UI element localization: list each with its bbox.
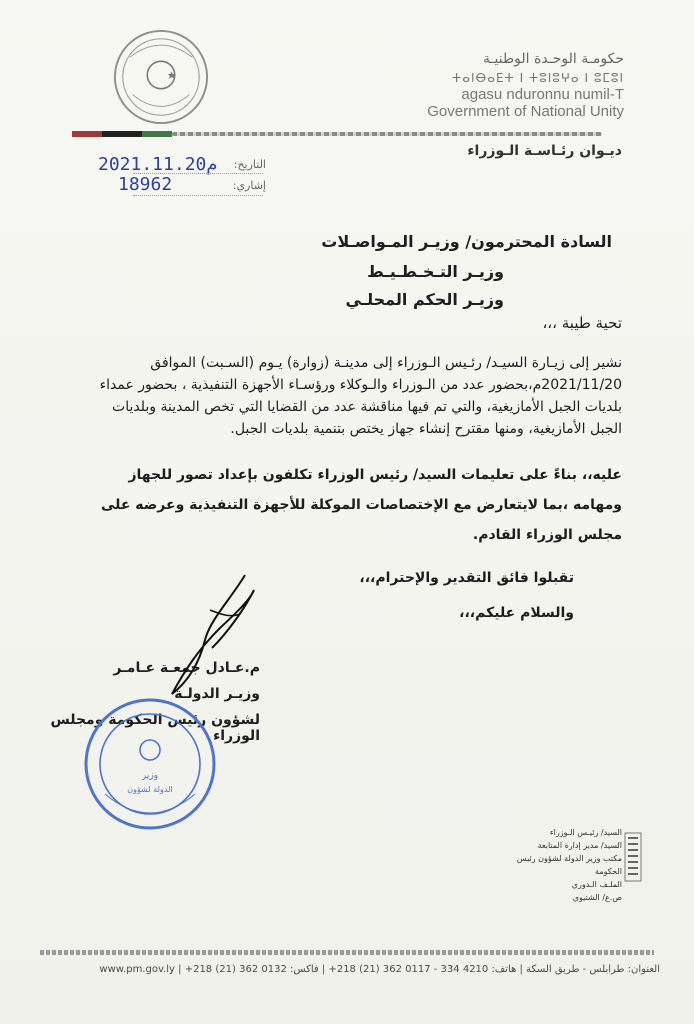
svg-text:وزير: وزير [141, 771, 159, 781]
decorative-pattern-icon [624, 832, 642, 882]
letterhead-tifinagh: ⵜⴰⵏⴱⴰⴹⵜ ⵏ ⵜⵓⵏⵓⵖⴰ ⵏ ⵓⵎⵓⵏ [452, 71, 624, 85]
cc-item: مكتب وزير الدولة لشؤون رئيس الحكومة [516, 854, 622, 876]
cc-item: ص.ع/ الشتيوي [572, 893, 622, 902]
letterhead-arabic: حكومـة الوحـدة الوطنيـة [482, 51, 624, 67]
date-label: التاريخ: [233, 158, 266, 171]
government-emblem-icon [112, 28, 210, 126]
flag-red-stripe [72, 131, 102, 137]
chain-divider [172, 132, 602, 136]
signatory-portfolio: لشؤون رئيس الحكومة ومجلس الوزراء [50, 712, 260, 744]
letterhead-latin: agasu nduronnu numil-T [461, 86, 624, 103]
paragraph-visit: نشير إلى زيـارة السيـد/ رئـيس الـوزراء إلى مدينـة (زوارة) يـوم (السـبت) الموافق 2021/11/20م،بحضور عدد من الـوزراء والـوكلاء ورؤسـاء الأجهزة التنفيذية ، بحضور عمداء بلديات الجبل الأمازيغية، والتي تم فيها مناقشة عدد من القضايا التي تخص المدينة وبلديات الجبل الأمازيغية، ومنها مقترح إنشاء جهاز يختص بتنمية بلديات الجبل. [99, 355, 622, 437]
footer-divider [40, 950, 654, 955]
ref-value: 18962 [118, 174, 173, 195]
recipient-line-3: وزيـر الحكم المحلـي [345, 290, 504, 309]
flag-bar [72, 131, 602, 137]
office-name: ديـوان رئـاسـة الـوزراء [467, 143, 622, 159]
date-value: م2021.11.20 [98, 154, 218, 175]
recipient-line-2: وزيـر التـخـطـيـط [367, 262, 504, 281]
letterhead-english: Government of National Unity [427, 103, 624, 120]
ref-label: إشاري: [232, 179, 266, 192]
carbon-copy-list [492, 826, 622, 904]
recipient-line-1: السادة المحترمون/ وزيـر المـواصـلات [321, 232, 612, 251]
svg-text:الدولة لشؤون: الدولة لشؤون [127, 785, 173, 794]
greeting: تحية طيبة ،،، [542, 314, 622, 332]
letterhead [304, 52, 624, 119]
reference-block [88, 154, 266, 198]
paragraph-instructions: عليه،، بناءً على تعليمات السيد/ رئيس الوزراء تكلفون بإعداد تصور للجهاز ومهامه ،بما لايتعارض مع الإختصاصات الموكلة للأجهزة التنفيذية وعرضه على مجلس الوزراء القادم. [100, 467, 622, 543]
signatory-name: م.عـادل جمعـة عـامـر [113, 660, 260, 676]
closing-salutation: والسلام عليكم،،، [459, 605, 574, 621]
cc-item: السيد/ رئيـس الـوزراء [549, 828, 622, 837]
cc-item: السيد/ مدير إدارة المتابعة [537, 841, 622, 850]
footer-contact: العنوان: طرابلس - طريق السكة | هاتف: 4210 334 - 0117 362 (21) 218+ | فاكس: 0132 362 (21) 218+ | www.pm.gov.ly [99, 964, 660, 975]
signatory-title: وزيـر الدولـة [174, 686, 260, 702]
official-stamp [80, 694, 220, 834]
closing-regards: تقبلوا فائق التقدير والإحترام،،، [359, 570, 574, 586]
flag-black-stripe [102, 131, 142, 137]
flag-green-stripe [142, 131, 172, 137]
handwritten-signature [150, 570, 260, 700]
ref-dotted-line [133, 195, 263, 196]
cc-item: الملـف الـدوري [571, 880, 622, 889]
